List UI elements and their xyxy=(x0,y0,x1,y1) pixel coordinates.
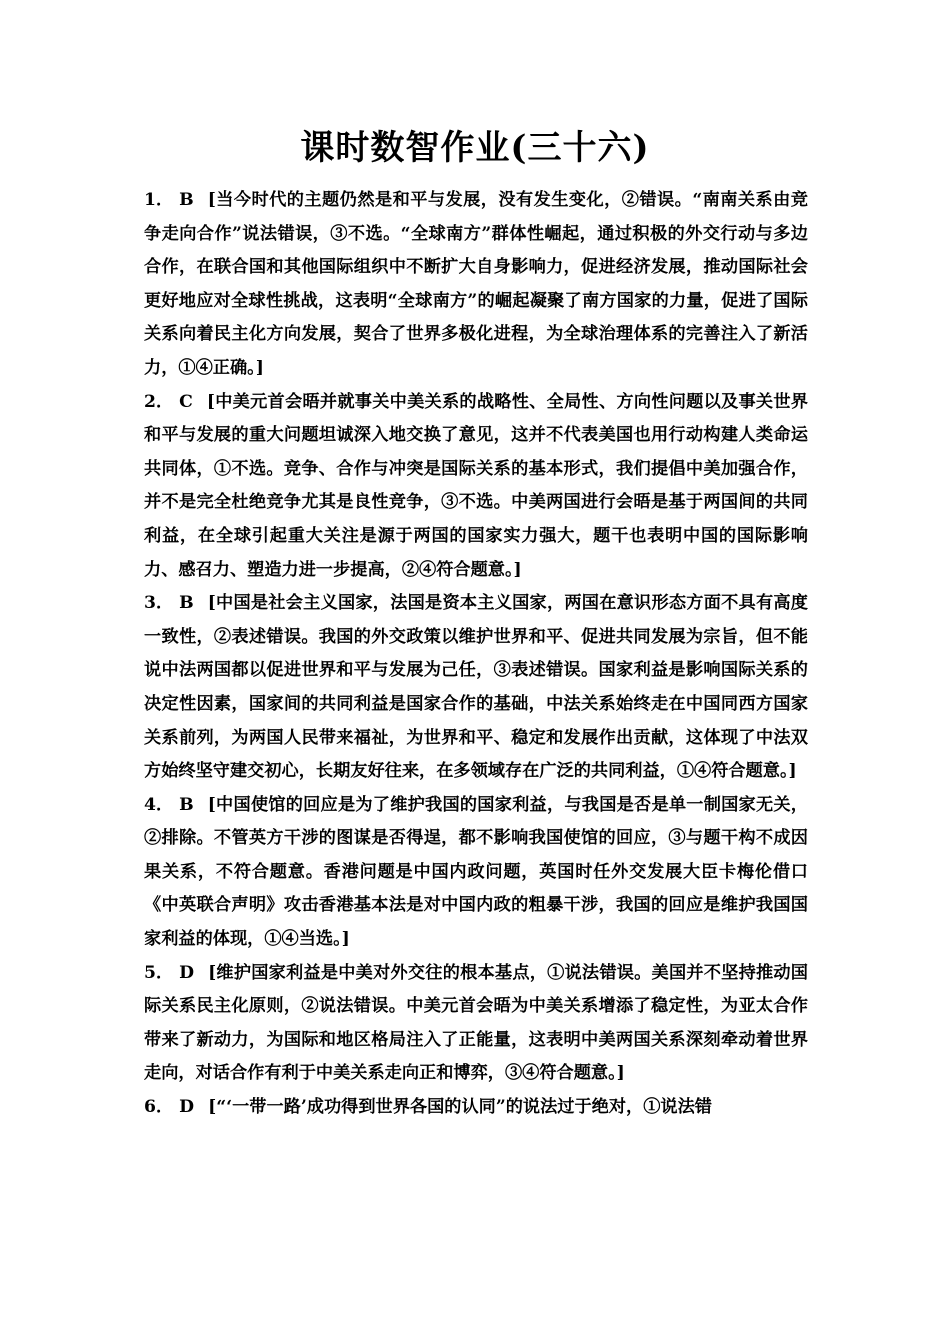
answer-item-6 xyxy=(144,1091,808,1125)
question-number: 1． xyxy=(144,190,174,210)
answer-letter: B xyxy=(179,794,194,815)
answer-letter: B xyxy=(179,593,194,614)
answer-explanation: [中国使馆的回应是为了维护我国的国家利益，与我国是否是单一制国家无关，②排除。不管英方干涉的图谋是否得逞，都不影响我国使馆的回应，③与题干构不成因果关系，不符合题意。香港问题是中国内政问题，英国时任外交发展大臣卡梅伦借口《中英联合声明》攻击香港基本法是对中国内政的粗暴干涉，我国的回应是维护我国国家利益的体现，①④当选。] xyxy=(144,794,808,950)
answer-item-4 xyxy=(144,789,808,957)
answer-letter: C xyxy=(179,391,193,412)
answer-letter: D xyxy=(179,1097,195,1118)
answer-explanation: [中国是社会主义国家，法国是资本主义国家，两国在意识形态方面不具有高度一致性，②表述错误。我国的外交政策以维护世界和平、促进共同发展为宗旨，但不能说中法两国都以促进世界和平与发展为己任，③表述错误。国家利益是影响国际关系的决定性因素，国家间的共同利益是国家合作的基础，中法关系始终走在中国同西方国家关系前列，为两国人民带来福祉，为世界和平、稳定和发展作出贡献，这体现了中法双方始终坚守建交初心，长期友好往来，在多领域存在广泛的共同利益，①④符合题意。] xyxy=(144,593,808,782)
answer-letter: B xyxy=(179,190,194,210)
question-number: 3． xyxy=(144,593,174,614)
answer-item-1 xyxy=(144,184,808,386)
answer-explanation: [维护国家利益是中美对外交往的根本基点，①说法错误。美国并不坚持推动国际关系民主化原则，②说法错误。中美元首会晤为中美关系增添了稳定性，为亚太合作带来了新动力，为国际和地区格局注入了正能量，这表明中美两国关系深刻牵动着世界走向，对话合作有利于中美关系走向正和博弈，③④符合题意。] xyxy=(144,962,808,1084)
answer-item-3 xyxy=(144,587,808,789)
question-number: 2． xyxy=(144,391,174,412)
answer-explanation: [“‘一带一路’成功得到世界各国的认同”的说法过于绝对，①说法错 xyxy=(208,1097,712,1118)
answer-explanation: [当今时代的主题仍然是和平与发展，没有发生变化，②错误。“南南关系由竞争走向合作”说法错误，③不选。“全球南方”群体性崛起，通过积极的外交行动与多边合作，在联合国和其他国际组织中不断扩大自身影响力，促进经济发展，推动国际社会更好地应对全球性挑战，这表明“全球南方”的崛起凝聚了南方国家的力量，促进了国际关系向着民主化方向发展，契合了世界多极化进程，为全球治理体系的完善注入了新活力，①④正确。] xyxy=(144,190,808,378)
answer-item-5 xyxy=(144,957,808,1091)
question-number: 5． xyxy=(144,962,174,983)
answer-item-2 xyxy=(144,386,808,588)
question-number: 6． xyxy=(144,1097,174,1118)
answer-list xyxy=(144,184,808,1125)
question-number: 4． xyxy=(144,794,174,815)
page-title: 课时数智作业(三十六) xyxy=(300,128,650,168)
answer-letter: D xyxy=(179,962,195,983)
answer-explanation: [中美元首会晤并就事关中美关系的战略性、全局性、方向性问题以及事关世界和平与发展的重大问题坦诚深入地交换了意见，这并不代表美国也用行动构建人类命运共同体，①不选。竞争、合作与冲突是国际关系的基本形式，我们提倡中美加强合作，并不是完全杜绝竞争尤其是良性竞争，③不选。中美两国进行会晤是基于两国间的共同利益，在全球引起重大关注是源于两国的国家实力强大，题干也表明中国的国际影响力、感召力、塑造力进一步提高，②④符合题意。] xyxy=(144,391,808,580)
